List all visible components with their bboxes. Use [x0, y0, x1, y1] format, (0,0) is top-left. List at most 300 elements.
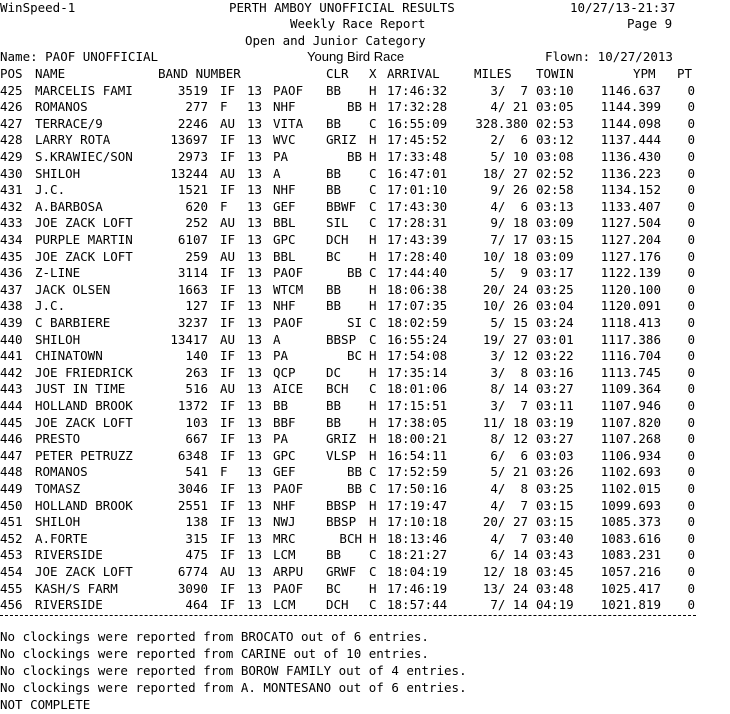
cell-pt: 0 — [687, 597, 695, 613]
table-row — [0, 581, 730, 597]
cell-name: ROMANOS — [35, 99, 88, 115]
cell-towin: 03:15 — [536, 497, 574, 513]
cell-clr: BCH — [339, 530, 362, 546]
cell-x: H — [369, 447, 377, 463]
cell-pt: 0 — [687, 132, 695, 148]
cell-x: H — [369, 530, 377, 546]
cell-arrival: 17:19:47 — [387, 497, 448, 513]
cell-band: 1521 — [177, 182, 208, 198]
cell-pos: 438 — [0, 298, 23, 314]
cell-club: PA — [273, 348, 289, 364]
table-row — [0, 199, 730, 215]
cell-miles: 18/ 27 — [482, 165, 528, 181]
cell-name: MARCELIS FAMI — [35, 82, 133, 98]
cell-x: C — [369, 547, 377, 563]
category: Open and Junior Category — [245, 33, 426, 48]
cell-ypm: 1113.745 — [600, 364, 661, 380]
cell-type: IF — [220, 182, 236, 198]
cell-miles: 7/ 14 — [490, 597, 528, 613]
cell-band: 3114 — [177, 265, 208, 281]
cell-arrival: 16:47:01 — [387, 165, 448, 181]
separator-line — [0, 615, 696, 616]
cell-club: A — [273, 331, 281, 347]
cell-yr: 13 — [247, 563, 263, 579]
cell-type: IF — [220, 480, 236, 496]
cell-x: C — [369, 464, 377, 480]
table-row — [0, 348, 730, 364]
report-title: PERTH AMBOY UNOFFICIAL RESULTS — [229, 0, 455, 15]
cell-pos: 428 — [0, 132, 23, 148]
cell-band: 475 — [185, 547, 208, 563]
cell-pos: 435 — [0, 248, 23, 264]
cell-club: PAOF — [273, 580, 304, 596]
table-row — [0, 132, 730, 148]
cell-clr: BC — [346, 348, 362, 364]
cell-yr: 13 — [247, 331, 263, 347]
cell-ypm: 1137.444 — [600, 132, 661, 148]
cell-ypm: 1083.231 — [600, 547, 661, 563]
cell-arrival: 17:10:18 — [387, 514, 448, 530]
cell-towin: 03:22 — [536, 348, 574, 364]
cell-pt: 0 — [687, 447, 695, 463]
table-row — [0, 365, 730, 381]
cell-towin: 03:01 — [536, 331, 574, 347]
cell-ypm: 1021.819 — [600, 597, 661, 613]
cell-ypm: 1107.268 — [600, 431, 661, 447]
cell-ypm: 1127.504 — [600, 215, 661, 231]
cell-towin: 02:52 — [536, 165, 574, 181]
table-row — [0, 282, 730, 298]
cell-yr: 13 — [247, 99, 263, 115]
cell-band: 13244 — [170, 165, 208, 181]
cell-x: C — [369, 165, 377, 181]
cell-yr: 13 — [247, 265, 263, 281]
table-row — [0, 498, 730, 514]
cell-name: JUST IN TIME — [35, 381, 126, 397]
cell-clr: BC — [326, 248, 342, 264]
cell-type: IF — [220, 364, 236, 380]
cell-type: IF — [220, 132, 236, 148]
cell-x: C — [369, 182, 377, 198]
cell-clr: BB — [326, 281, 342, 297]
no-clocking-note: No clockings were reported from A. MONTESANO out of 6 entries. — [0, 680, 467, 695]
cell-miles: 10/ 26 — [482, 298, 528, 314]
cell-clr: VLSP — [326, 447, 357, 463]
cell-x: H — [369, 364, 377, 380]
cell-type: IF — [220, 348, 236, 364]
race-name: Young Bird Race — [307, 49, 405, 64]
cell-towin: 03:15 — [536, 231, 574, 247]
table-row — [0, 182, 730, 198]
cell-arrival: 17:54:08 — [387, 348, 448, 364]
cell-x: H — [369, 132, 377, 148]
cell-pt: 0 — [687, 431, 695, 447]
cell-name: PRESTO — [35, 431, 81, 447]
cell-towin: 03:09 — [536, 215, 574, 231]
cell-towin: 03:09 — [536, 248, 574, 264]
cell-ypm: 1099.693 — [600, 497, 661, 513]
cell-miles: 4/ 8 — [490, 480, 528, 496]
cell-pt: 0 — [687, 182, 695, 198]
cell-pos: 445 — [0, 414, 23, 430]
cell-name: LARRY ROTA — [35, 132, 111, 148]
cell-yr: 13 — [247, 414, 263, 430]
cell-band: 3519 — [177, 82, 208, 98]
cell-yr: 13 — [247, 115, 263, 131]
cell-type: AU — [220, 215, 236, 231]
cell-pos: 434 — [0, 231, 23, 247]
cell-miles: 9/ 18 — [490, 215, 528, 231]
table-row — [0, 531, 730, 547]
cell-ypm: 1109.364 — [600, 381, 661, 397]
cell-towin: 03:05 — [536, 99, 574, 115]
report-header-line-1 — [0, 0, 730, 16]
cell-clr: BBWF — [326, 198, 357, 214]
cell-club: GEF — [273, 198, 296, 214]
cell-pt: 0 — [687, 99, 695, 115]
cell-x: C — [369, 381, 377, 397]
cell-towin: 03:12 — [536, 132, 574, 148]
cell-club: PAOF — [273, 314, 304, 330]
report-header-line-3 — [0, 33, 730, 49]
cell-pos: 439 — [0, 314, 23, 330]
cell-pt: 0 — [687, 348, 695, 364]
cell-arrival: 17:35:14 — [387, 364, 448, 380]
cell-pos: 427 — [0, 115, 23, 131]
cell-ypm: 1144.098 — [600, 115, 661, 131]
cell-miles: 4/ 21 — [490, 99, 528, 115]
cell-type: AU — [220, 248, 236, 264]
col-band: BAND NUMBER — [158, 66, 241, 81]
cell-arrival: 18:57:44 — [387, 597, 448, 613]
cell-pos: 444 — [0, 397, 23, 413]
cell-ypm: 1118.413 — [600, 314, 661, 330]
cell-club: PAOF — [273, 82, 304, 98]
cell-miles: 8/ 14 — [490, 381, 528, 397]
cell-type: IF — [220, 530, 236, 546]
cell-x: C — [369, 480, 377, 496]
cell-club: BBL — [273, 248, 296, 264]
cell-type: IF — [220, 265, 236, 281]
cell-x: H — [369, 348, 377, 364]
cell-pos: 449 — [0, 480, 23, 496]
cell-club: A — [273, 165, 281, 181]
cell-towin: 03:25 — [536, 480, 574, 496]
cell-type: IF — [220, 431, 236, 447]
cell-clr: BB — [346, 464, 362, 480]
cell-clr: SI — [346, 314, 362, 330]
col-x: X — [369, 66, 377, 81]
cell-towin: 03:48 — [536, 580, 574, 596]
cell-arrival: 17:28:31 — [387, 215, 448, 231]
cell-miles: 6/ 14 — [490, 547, 528, 563]
cell-clr: BB — [326, 182, 342, 198]
cell-name: JOE FRIEDRICK — [35, 364, 133, 380]
cell-pt: 0 — [687, 281, 695, 297]
cell-yr: 13 — [247, 248, 263, 264]
cell-pt: 0 — [687, 497, 695, 513]
cell-pos: 442 — [0, 364, 23, 380]
cell-name: JOE ZACK LOFT — [35, 215, 133, 231]
cell-x: H — [369, 281, 377, 297]
cell-band: 1372 — [177, 397, 208, 413]
cell-band: 13417 — [170, 331, 208, 347]
cell-pt: 0 — [687, 414, 695, 430]
cell-band: 3046 — [177, 480, 208, 496]
table-row — [0, 481, 730, 497]
cell-club: NHF — [273, 99, 296, 115]
cell-yr: 13 — [247, 182, 263, 198]
cell-miles: 328.380 — [475, 115, 528, 131]
cell-pos: 436 — [0, 265, 23, 281]
cell-miles: 20/ 27 — [482, 514, 528, 530]
cell-type: IF — [220, 580, 236, 596]
cell-club: ARPU — [273, 563, 304, 579]
cell-club: WTCM — [273, 281, 304, 297]
cell-band: 6774 — [177, 563, 208, 579]
cell-name: PURPLE MARTIN — [35, 231, 133, 247]
cell-clr: BB — [346, 99, 362, 115]
cell-clr: GRWF — [326, 563, 357, 579]
cell-pt: 0 — [687, 514, 695, 530]
table-row — [0, 149, 730, 165]
cell-x: H — [369, 497, 377, 513]
page-number: Page 9 — [627, 16, 673, 31]
col-towin: TOWIN — [536, 66, 574, 81]
cell-name: PETER PETRUZZ — [35, 447, 133, 463]
cell-clr: BB — [326, 397, 342, 413]
cell-club: MRC — [273, 530, 296, 546]
cell-yr: 13 — [247, 231, 263, 247]
cell-ypm: 1106.934 — [600, 447, 661, 463]
cell-ypm: 1102.693 — [600, 464, 661, 480]
cell-yr: 13 — [247, 148, 263, 164]
report-header-line-2 — [0, 16, 730, 32]
cell-ypm: 1133.407 — [600, 198, 661, 214]
cell-pt: 0 — [687, 198, 695, 214]
cell-ypm: 1136.430 — [600, 148, 661, 164]
cell-miles: 7/ 17 — [490, 231, 528, 247]
cell-name: RIVERSIDE — [35, 547, 103, 563]
cell-ypm: 1025.417 — [600, 580, 661, 596]
program-name: WinSpeed-1 — [0, 0, 76, 15]
cell-pt: 0 — [687, 314, 695, 330]
cell-name: JOE ZACK LOFT — [35, 563, 133, 579]
cell-pt: 0 — [687, 115, 695, 131]
cell-club: GPC — [273, 231, 296, 247]
cell-arrival: 17:32:28 — [387, 99, 448, 115]
col-clr: CLR — [326, 66, 349, 81]
cell-band: 620 — [185, 198, 208, 214]
table-row — [0, 232, 730, 248]
cell-yr: 13 — [247, 447, 263, 463]
cell-type: IF — [220, 298, 236, 314]
cell-yr: 13 — [247, 497, 263, 513]
cell-arrival: 17:07:35 — [387, 298, 448, 314]
cell-x: C — [369, 314, 377, 330]
cell-club: VITA — [273, 115, 304, 131]
cell-club: LCM — [273, 547, 296, 563]
table-row — [0, 265, 730, 281]
table-row — [0, 166, 730, 182]
cell-club: AICE — [273, 381, 304, 397]
cell-clr: BCH — [326, 381, 349, 397]
cell-band: 2551 — [177, 497, 208, 513]
cell-ypm: 1107.946 — [600, 397, 661, 413]
cell-band: 138 — [185, 514, 208, 530]
cell-yr: 13 — [247, 580, 263, 596]
cell-arrival: 16:55:09 — [387, 115, 448, 131]
cell-ypm: 1144.399 — [600, 99, 661, 115]
cell-pt: 0 — [687, 530, 695, 546]
cell-name: S.KRAWIEC/SON — [35, 148, 133, 164]
cell-pos: 431 — [0, 182, 23, 198]
cell-arrival: 18:21:27 — [387, 547, 448, 563]
cell-arrival: 17:52:59 — [387, 464, 448, 480]
cell-miles: 5/ 9 — [490, 265, 528, 281]
cell-type: F — [220, 464, 228, 480]
cell-arrival: 17:46:32 — [387, 82, 448, 98]
cell-yr: 13 — [247, 431, 263, 447]
cell-arrival: 17:38:05 — [387, 414, 448, 430]
cell-yr: 13 — [247, 597, 263, 613]
cell-pos: 450 — [0, 497, 23, 513]
cell-yr: 13 — [247, 281, 263, 297]
cell-pt: 0 — [687, 397, 695, 413]
cell-ypm: 1057.216 — [600, 563, 661, 579]
col-pos: POS — [0, 66, 23, 81]
cell-type: AU — [220, 331, 236, 347]
cell-type: IF — [220, 314, 236, 330]
cell-name: CHINATOWN — [35, 348, 103, 364]
cell-x: H — [369, 231, 377, 247]
cell-clr: BB — [326, 165, 342, 181]
cell-clr: BB — [326, 82, 342, 98]
cell-towin: 03:03 — [536, 447, 574, 463]
cell-yr: 13 — [247, 298, 263, 314]
cell-band: 252 — [185, 215, 208, 231]
cell-pt: 0 — [687, 464, 695, 480]
cell-miles: 9/ 26 — [490, 182, 528, 198]
cell-ypm: 1107.820 — [600, 414, 661, 430]
cell-arrival: 17:15:51 — [387, 397, 448, 413]
cell-pt: 0 — [687, 148, 695, 164]
cell-band: 13697 — [170, 132, 208, 148]
cell-band: 127 — [185, 298, 208, 314]
cell-pt: 0 — [687, 231, 695, 247]
cell-miles: 11/ 18 — [482, 414, 528, 430]
cell-towin: 03:27 — [536, 431, 574, 447]
cell-pt: 0 — [687, 580, 695, 596]
report-header-line-4 — [0, 49, 730, 65]
cell-arrival: 17:01:10 — [387, 182, 448, 198]
no-clocking-note: No clockings were reported from BROCATO out of 6 entries. — [0, 629, 429, 644]
table-row — [0, 431, 730, 447]
cell-x: H — [369, 414, 377, 430]
table-row — [0, 564, 730, 580]
table-row — [0, 448, 730, 464]
cell-miles: 19/ 27 — [482, 331, 528, 347]
cell-type: AU — [220, 563, 236, 579]
cell-miles: 10/ 18 — [482, 248, 528, 264]
cell-yr: 13 — [247, 132, 263, 148]
cell-pos: 452 — [0, 530, 23, 546]
cell-arrival: 17:43:30 — [387, 198, 448, 214]
cell-name: SHILOH — [35, 331, 81, 347]
cell-type: IF — [220, 497, 236, 513]
cell-miles: 13/ 24 — [482, 580, 528, 596]
cell-miles: 5/ 15 — [490, 314, 528, 330]
report-name: Weekly Race Report — [290, 16, 426, 31]
cell-club: NHF — [273, 182, 296, 198]
cell-ypm: 1102.015 — [600, 480, 661, 496]
cell-x: H — [369, 397, 377, 413]
cell-band: 516 — [185, 381, 208, 397]
cell-yr: 13 — [247, 165, 263, 181]
cell-pt: 0 — [687, 82, 695, 98]
cell-miles: 4/ 7 — [490, 530, 528, 546]
cell-ypm: 1120.100 — [600, 281, 661, 297]
cell-pt: 0 — [687, 547, 695, 563]
cell-band: 1663 — [177, 281, 208, 297]
cell-band: 2246 — [177, 115, 208, 131]
cell-towin: 02:58 — [536, 182, 574, 198]
cell-clr: SIL — [326, 215, 349, 231]
cell-miles: 3/ 7 — [490, 82, 528, 98]
cell-pos: 455 — [0, 580, 23, 596]
cell-arrival: 18:02:59 — [387, 314, 448, 330]
cell-type: AU — [220, 165, 236, 181]
cell-name: SHILOH — [35, 165, 81, 181]
cell-towin: 03:10 — [536, 82, 574, 98]
cell-type: F — [220, 99, 228, 115]
col-name: NAME — [35, 66, 66, 81]
cell-type: IF — [220, 231, 236, 247]
cell-club: PAOF — [273, 265, 304, 281]
table-row — [0, 464, 730, 480]
cell-arrival: 17:33:48 — [387, 148, 448, 164]
cell-clr: GRIZ — [326, 431, 357, 447]
cell-towin: 04:19 — [536, 597, 574, 613]
cell-miles: 3/ 8 — [490, 364, 528, 380]
cell-name: Z-LINE — [35, 265, 81, 281]
cell-arrival: 17:44:40 — [387, 265, 448, 281]
cell-ypm: 1127.204 — [600, 231, 661, 247]
cell-clr: BB — [326, 115, 342, 131]
cell-arrival: 16:54:11 — [387, 447, 448, 463]
cell-pt: 0 — [687, 364, 695, 380]
cell-clr: BBSP — [326, 331, 357, 347]
cell-name: HOLLAND BROOK — [35, 397, 133, 413]
cell-ypm: 1083.616 — [600, 530, 661, 546]
cell-pos: 426 — [0, 99, 23, 115]
cell-yr: 13 — [247, 348, 263, 364]
cell-towin: 03:11 — [536, 397, 574, 413]
cell-club: NHF — [273, 298, 296, 314]
cell-band: 277 — [185, 99, 208, 115]
cell-band: 263 — [185, 364, 208, 380]
cell-x: H — [369, 99, 377, 115]
cell-miles: 12/ 18 — [482, 563, 528, 579]
cell-x: H — [369, 82, 377, 98]
cell-pos: 441 — [0, 348, 23, 364]
table-row — [0, 514, 730, 530]
col-miles: MILES — [474, 66, 512, 81]
cell-pos: 437 — [0, 281, 23, 297]
cell-clr: BB — [346, 265, 362, 281]
cell-clr: DC — [326, 364, 342, 380]
cell-towin: 03:40 — [536, 530, 574, 546]
